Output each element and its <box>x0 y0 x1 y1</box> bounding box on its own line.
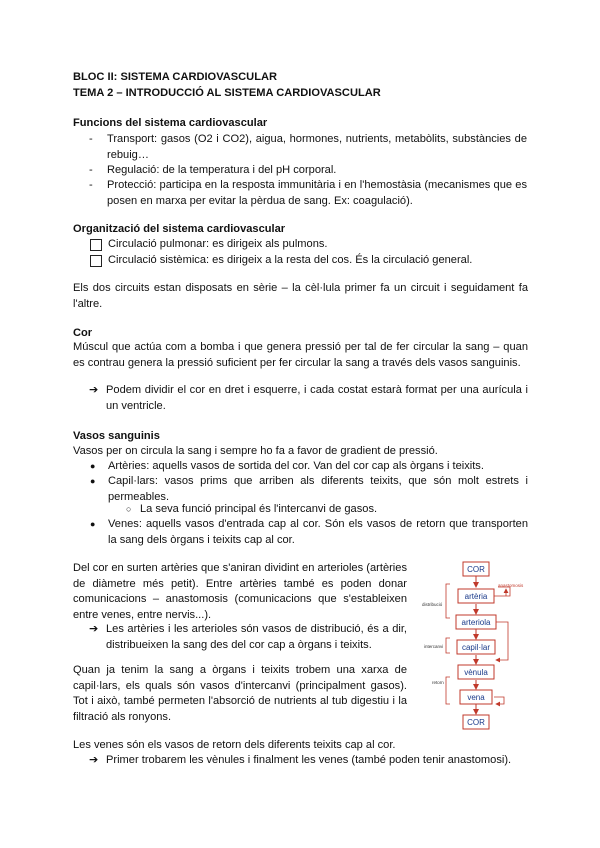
arteriola-label: arteriola <box>461 618 491 627</box>
arrow-item: ➔ Primer trobarem les vènules i finalment les venes (també poden tenir anastomosi). <box>89 753 529 769</box>
paragraph: Els dos circuits estan disposats en sèrie – la cèl·lula primer fa un circuit i seguidament fa l'altre. <box>73 282 528 310</box>
bullet-icon: ● <box>90 476 96 486</box>
distribucio-bracket <box>446 584 450 618</box>
cor-heading: Cor <box>73 327 93 339</box>
paragraph: Del cor en surten artèries que s'aniran dividint en arterioles (artèries de diàmetre més petit). Entre artèries també es poden donar comunicacions – anastomosis (comunicacions que s'estableixen entre venes, entre nervis...). <box>73 562 407 621</box>
paragraph: Quan ja tenim la sang a òrgans i teixits trobem una xarxa de capil·lars, els quals són vasos d'intercanvi (principalment gasos). Tot i això, també permeten l'absorció de nutrients al tub digestiu i la filtració als ronyons. <box>73 664 407 723</box>
bloc-title: BLOC II: SISTEMA CARDIOVASCULAR <box>73 71 277 83</box>
retorn-label: retorn <box>432 680 444 685</box>
paragraph: Múscul que actúa com a bomba i que genera pressió per tal de fer circular la sang – quan es contrau genera la pressió suficient per fer circular la sang a través dels vasos sanguinis. <box>73 341 528 369</box>
arrow-item: ➔ Les artèries i les arterioles són vasos de distribució, és a dir, distribueixen la sang des del cor cap a òrgans i teixits. <box>89 623 407 651</box>
arrow-icon: ➔ <box>89 384 99 396</box>
sub-list-item: ○ La seva funció principal és l'intercanvi de gasos. <box>126 502 377 518</box>
paragraph: Les venes són els vasos de retorn dels diferents teixits cap al cor. <box>73 739 396 751</box>
checkbox-item: Circulació sistèmica: es dirigeix a la resta del cos. És la circulació general. <box>90 253 472 269</box>
venula-label: vènula <box>464 668 488 677</box>
list-item: - Regulació: de la temperatura i del pH corporal. <box>89 164 337 176</box>
arrow-icon: ➔ <box>89 623 99 635</box>
checkbox-icon[interactable] <box>90 255 102 267</box>
checkbox-item: Circulació pulmonar: es dirigeix als pulmons. <box>90 237 328 253</box>
cor-label-bottom: COR <box>467 718 485 727</box>
intercanvi-bracket <box>446 638 450 653</box>
list-item: - Protecció: participa en la resposta immunitària i en l'hemostàsia (mecanismes que es posen en marxa per evitar la pèrdua de sang. Ex: coagulació). <box>89 179 527 207</box>
vasos-heading: Vasos sanguinis <box>73 430 160 442</box>
vena-label: vena <box>467 693 485 702</box>
organitzacio-heading: Organització del sistema cardiovascular <box>73 223 286 235</box>
paragraph: Vasos per on circula la sang i sempre ho fa a favor de gradient de pressió. <box>73 445 438 457</box>
list-item: ● Capil·lars: vasos prims que arriben als diferents teixits, que són molt estrets i permeables. <box>90 475 528 503</box>
list-item: ● Artèries: aquells vasos de sortida del cor. Van del cor cap als òrgans i teixits. <box>90 459 528 475</box>
intercanvi-label: intercanvi <box>424 644 444 649</box>
circle-bullet-icon: ○ <box>126 504 132 514</box>
tema-title: TEMA 2 – INTRODUCCIÓ AL SISTEMA CARDIOVASCULAR <box>73 87 381 99</box>
retorn-bracket <box>446 677 450 704</box>
capillar-label: capil·lar <box>461 643 491 652</box>
arrow-icon: ➔ <box>89 754 99 766</box>
list-item: - Transport: gasos (O2 i CO2), aigua, hormones, nutrients, metabòlits, substàncies de rebuig… <box>89 133 527 161</box>
cor-label-top: COR <box>467 565 485 574</box>
arteria-label: artèria <box>464 592 488 601</box>
bullet-icon: ● <box>90 461 96 471</box>
funcions-heading: Funcions del sistema cardiovascular <box>73 117 268 129</box>
checkbox-icon[interactable] <box>90 239 102 251</box>
anastomosis-label: anastomosis <box>498 583 524 588</box>
bullet-icon: ● <box>90 519 96 529</box>
arrow-item: ➔ Podem dividir el cor en dret i esquerre, i cada costat estarà format per una aurícula i un ventricle. <box>89 384 528 412</box>
anastomosis-loop-venous <box>494 697 504 704</box>
anastomosis-loop <box>494 587 510 596</box>
list-item: ● Venes: aquells vasos d'entrada cap al cor. Són els vasos de retorn que transporten la sang dels òrgans i teixits cap al cor. <box>90 518 528 546</box>
distribucio-label: distribució <box>422 602 443 607</box>
vessel-flow-diagram <box>420 556 530 736</box>
